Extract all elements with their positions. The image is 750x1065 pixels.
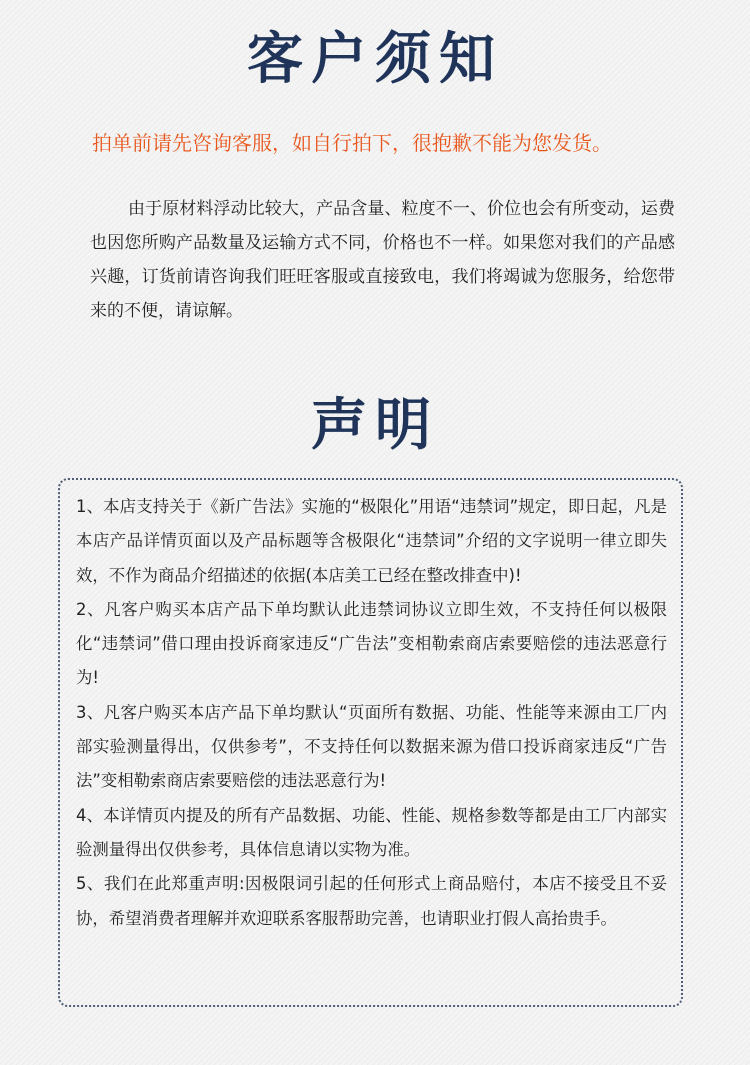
order-warning: 拍单前请先咨询客服，如自行拍下，很抱歉不能为您发货。 — [92, 131, 612, 155]
declaration-item-1: 1、本店支持关于《新广告法》实施的“极限化”用语“违禁词”规定，即日起，凡是本店产品详情页面以及产品标题等含极限化“违禁词”介绍的文字说明一律立即失效，不作为商品介绍描述的依据(本店美工已经在整改排查中)! — [76, 497, 667, 585]
declaration-title: 声明 — [311, 393, 439, 458]
notice-body: 由于原材料浮动比较大，产品含量、粒度不一、价位也会有所变动，运费也因您所购产品数量及运输方式不同，价格也不一样。如果您对我们的产品感兴趣，订货前请咨询我们旺旺客服或直接致电，我们将竭诚为您服务，给您带来的不便，请谅解。 — [90, 199, 675, 321]
notice-title: 客户须知 — [247, 27, 503, 92]
declaration-item-5: 5、我们在此郑重声明:因极限词引起的任何形式上商品赔付，本店不接受且不妥协，希望消费者理解并欢迎联系客服帮助完善，也请职业打假人高抬贵手。 — [76, 874, 667, 928]
declaration-item-3: 3、凡客户购买本店产品下单均默认“页面所有数据、功能、性能等来源由工厂内部实验测量得出，仅供参考”，不支持任何以数据来源为借口投诉商家违反“广告法”变相勒索商店索要赔偿的违法恶意行为! — [76, 702, 667, 791]
declaration-item-4: 4、本详情页内提及的所有产品数据、功能、性能、规格参数等都是由工厂内部实验测量得出仅供参考，具体信息请以实物为准。 — [76, 805, 667, 859]
declaration-box — [58, 478, 683, 1007]
declaration-item-2: 2、凡客户购买本店产品下单均默认此违禁词协议立即生效，不支持任何以极限化“违禁词”借口理由投诉商家违反“广告法”变相勒索商店索要赔偿的违法恶意行为! — [76, 599, 667, 688]
